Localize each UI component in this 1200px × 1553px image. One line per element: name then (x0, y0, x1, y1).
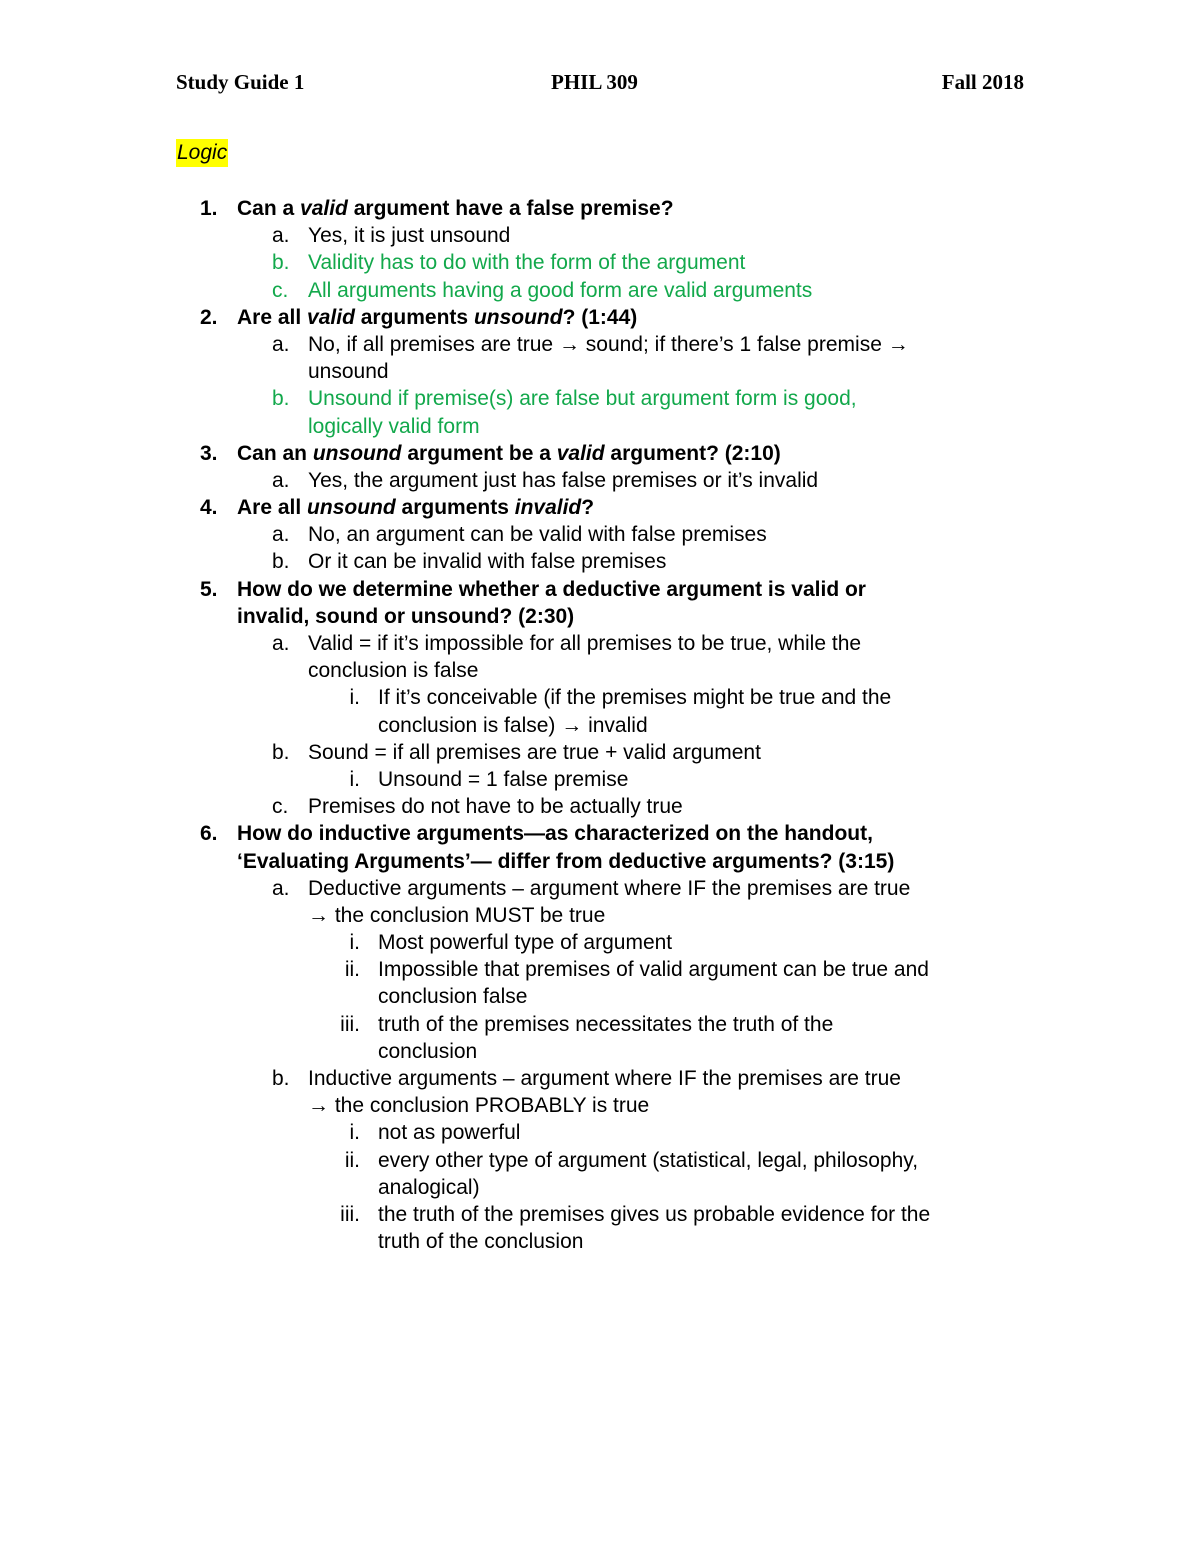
question-text: Are all unsound arguments invalid? (237, 496, 595, 520)
question-number: 6. (200, 822, 218, 846)
section-title: Logic (176, 139, 228, 167)
sub-continuation: conclusion is false) → invalid (378, 713, 648, 737)
sub-continuation: conclusion false (378, 985, 528, 1009)
sub-item: i. not as powerful (349, 1121, 521, 1145)
question-text: Are all valid arguments unsound? (1:44) (237, 305, 638, 329)
question-5 (0, 576, 1200, 603)
question-3 (0, 440, 1200, 467)
answer-continuation: logically valid form (308, 414, 480, 438)
question-text: Can an unsound argument be a valid argument? (2:10) (237, 441, 781, 465)
question-number: 4. (200, 496, 218, 520)
answer-continuation: → the conclusion PROBABLY is true (308, 1094, 650, 1118)
question-number: 3. (200, 441, 218, 465)
question-text: How do inductive arguments—as characterized on the handout, (237, 822, 873, 846)
answer-item: b. Inductive arguments – argument where IF the premises are true (272, 1067, 901, 1090)
question-continuation: invalid, sound or unsound? (2:30) (237, 604, 575, 628)
sub-continuation: conclusion (378, 1039, 478, 1063)
answer-item: a. Valid = if it’s impossible for all premises to be true, while the (272, 632, 862, 655)
question-number: 2. (200, 305, 218, 329)
question-2 (0, 304, 1200, 331)
answer-item: b. Sound = if all premises are true + valid argument (272, 740, 761, 764)
sub-item: ii. every other type of argument (statistical, legal, philosophy, (344, 1148, 919, 1172)
page-header (176, 70, 1024, 100)
arrow-icon: → (887, 332, 909, 356)
header-center: PHIL 309 (551, 70, 638, 94)
answer-item: b. Or it can be invalid with false premises (272, 550, 667, 574)
sub-item: iii. the truth of the premises gives us probable evidence for the (340, 1202, 931, 1226)
question-text: Can a valid argument have a false premise? (237, 197, 674, 220)
sub-item: i. Unsound = 1 false premise (349, 767, 629, 791)
answer-item: c. All arguments having a good form are valid arguments (272, 278, 813, 302)
arrow-icon: → (308, 903, 329, 927)
sub-item: i. If it’s conceivable (if the premises might be true and the (349, 686, 892, 710)
sub-continuation: truth of the conclusion (378, 1230, 584, 1254)
answer-item: a. No, an argument can be valid with false premises (272, 523, 767, 547)
question-4 (0, 494, 1200, 521)
sub-item: iii. truth of the premises necessitates the truth of the (340, 1012, 834, 1036)
answer-item: c. Premises do not have to be actually true (272, 795, 683, 819)
question-continuation: ‘Evaluating Arguments’— differ from deductive arguments? (3:15) (237, 849, 895, 873)
answer-item: a. No, if all premises are true → sound; if there’s 1 false premise → (272, 332, 909, 356)
answer-continuation: unsound (308, 360, 389, 384)
sub-item: ii. Impossible that premises of valid argument can be true and (344, 958, 929, 982)
question-number: 5. (200, 577, 218, 601)
answer-item: a. Yes, it is just unsound (272, 224, 511, 248)
answer-continuation: conclusion is false (308, 659, 479, 683)
answer-item: b. Unsound if premise(s) are false but argument form is good, (272, 387, 857, 411)
answer-item: a. Yes, the argument just has false premises or it’s invalid (272, 468, 819, 492)
answer-continuation: → the conclusion MUST be true (308, 903, 606, 927)
question-6 (0, 820, 1200, 847)
sub-item: i. Most powerful type of argument (349, 931, 673, 955)
arrow-icon: → (308, 1094, 329, 1118)
question-1 (0, 195, 1200, 222)
arrow-icon: → (561, 713, 583, 737)
question-text: How do we determine whether a deductive argument is valid or (237, 577, 866, 601)
answer-item: b. Validity has to do with the form of the argument (272, 251, 746, 275)
sub-continuation: analogical) (378, 1175, 480, 1199)
question-number: 1. (200, 197, 218, 220)
header-right: Fall 2018 (941, 70, 1024, 94)
arrow-icon: → (558, 332, 580, 356)
header-left: Study Guide 1 (176, 70, 305, 94)
question-list (0, 195, 1200, 1255)
answer-item: a. Deductive arguments – argument where IF the premises are true (272, 876, 911, 900)
